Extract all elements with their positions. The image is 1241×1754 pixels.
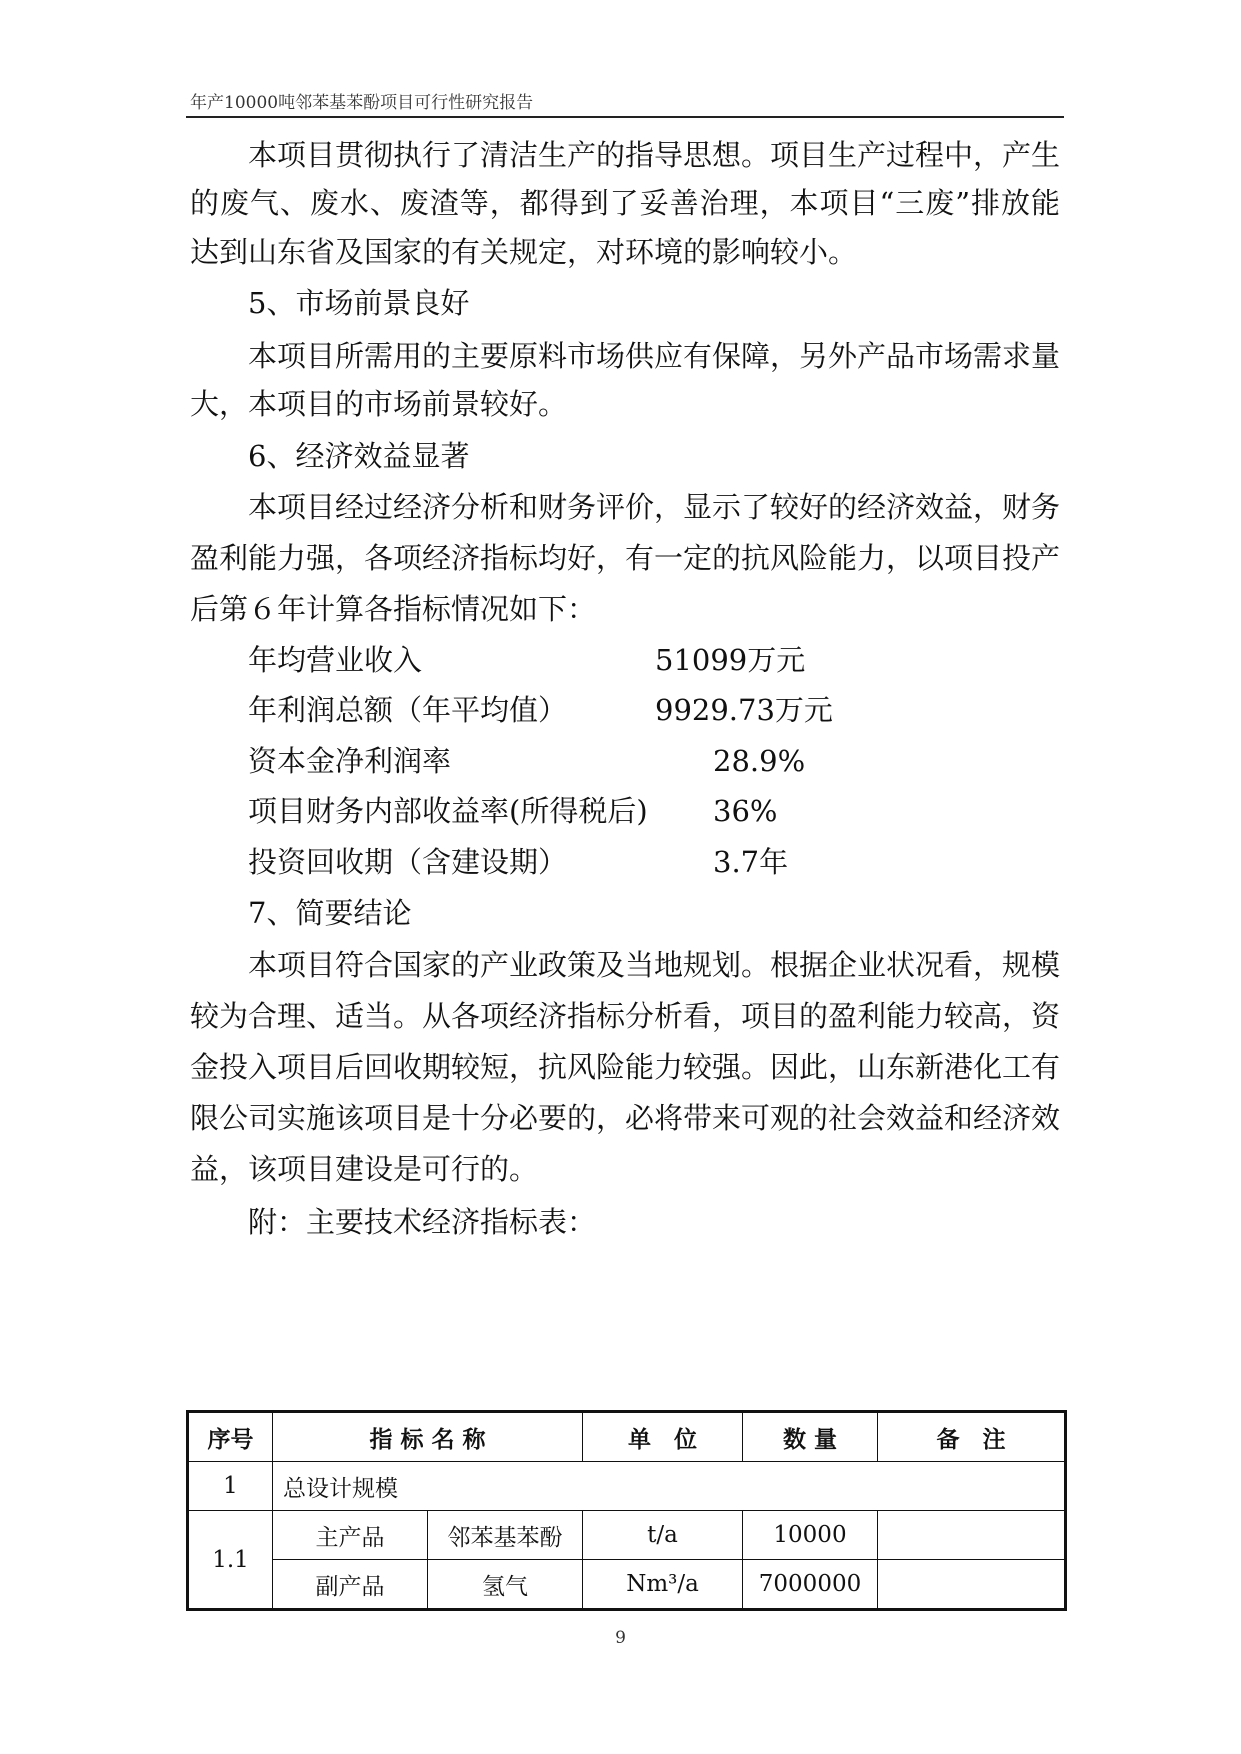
- row-category: 副产品: [273, 1560, 428, 1610]
- row-category: 主产品: [273, 1511, 428, 1560]
- page-header: [186, 84, 1064, 118]
- row-name: 总设计规模: [273, 1462, 1066, 1511]
- paragraph-line: 本项目经过经济分析和财务评价，显示了较好的经济效益，财务: [248, 490, 1061, 524]
- paragraph-line: 限公司实施该项目是十分必要的，必将带来可观的社会效益和经济效: [190, 1101, 1061, 1135]
- section-heading-7: 7、简要结论: [248, 896, 412, 930]
- paragraph-line: 达到山东省及国家的有关规定，对环境的影响较小。: [190, 235, 858, 269]
- header-seq: 序号: [188, 1412, 273, 1462]
- header-name: 指 标 名 称: [273, 1412, 583, 1462]
- paragraph-line: 金投入项目后回收期较短，抗风险能力较强。因此，山东新港化工有: [190, 1050, 1061, 1084]
- appendix-label: 附：主要技术经济指标表：: [248, 1205, 597, 1239]
- metric-label: 投资回收期（含建设期）: [248, 845, 568, 879]
- metric-value: 51099万元: [655, 643, 806, 677]
- table-row: [188, 1560, 1066, 1610]
- metric-label: 年利润总额（年平均值）: [248, 693, 568, 727]
- row-seq: 1: [188, 1462, 273, 1511]
- paragraph-line: 本项目符合国家的产业政策及当地规划。根据企业状况看，规模: [248, 948, 1061, 982]
- section-heading-5: 5、市场前景良好: [248, 286, 470, 320]
- row-unit: Nm³/a: [583, 1560, 743, 1610]
- paragraph-line: 大，本项目的市场前景较好。: [190, 387, 568, 421]
- paragraph-line: 本项目贯彻执行了清洁生产的指导思想。项目生产过程中，产生: [248, 138, 1061, 172]
- header-title: 年产10000吨邻苯基苯酚项目可行性研究报告: [190, 93, 534, 113]
- paragraph-line: 的废气、废水、废渣等，都得到了妥善治理，本项目“三废”排放能: [190, 186, 1060, 220]
- metric-value: 36%: [713, 794, 778, 828]
- indicator-table: [186, 1410, 1067, 1611]
- paragraph-line: 本项目所需用的主要原料市场供应有保障，另外产品市场需求量: [248, 339, 1061, 373]
- paragraph-line: 后第６年计算各指标情况如下：: [190, 592, 597, 626]
- metric-value: 9929.73万元: [655, 693, 833, 727]
- page-number: 9: [615, 1628, 626, 1648]
- metric-value: 28.9%: [713, 744, 806, 778]
- paragraph-line: 盈利能力强，各项经济指标均好，有一定的抗风险能力，以项目投产: [190, 541, 1061, 575]
- row-qty: 10000: [743, 1511, 878, 1560]
- row-seq: 1.1: [188, 1511, 273, 1610]
- metric-label: 年均营业收入: [248, 643, 423, 677]
- row-note: [878, 1511, 1066, 1560]
- metric-label: 资本金净利润率: [248, 744, 452, 778]
- header-note: 备 注: [878, 1412, 1066, 1462]
- paragraph-line: 益，该项目建设是可行的。: [190, 1152, 539, 1186]
- metric-value: 3.7年: [713, 845, 789, 879]
- row-note: [878, 1560, 1066, 1610]
- row-qty: 7000000: [743, 1560, 878, 1610]
- paragraph-line: 较为合理、适当。从各项经济指标分析看，项目的盈利能力较高，资: [190, 999, 1061, 1033]
- row-item: 氢气: [428, 1560, 583, 1610]
- section-heading-6: 6、经济效益显著: [248, 439, 470, 473]
- metric-label: 项目财务内部收益率(所得税后): [248, 794, 648, 828]
- table-header-row: [188, 1412, 1066, 1462]
- table-row: [188, 1511, 1066, 1560]
- row-unit: t/a: [583, 1511, 743, 1560]
- table-row: [188, 1462, 1066, 1511]
- header-qty: 数 量: [743, 1412, 878, 1462]
- header-unit: 单 位: [583, 1412, 743, 1462]
- row-item: 邻苯基苯酚: [428, 1511, 583, 1560]
